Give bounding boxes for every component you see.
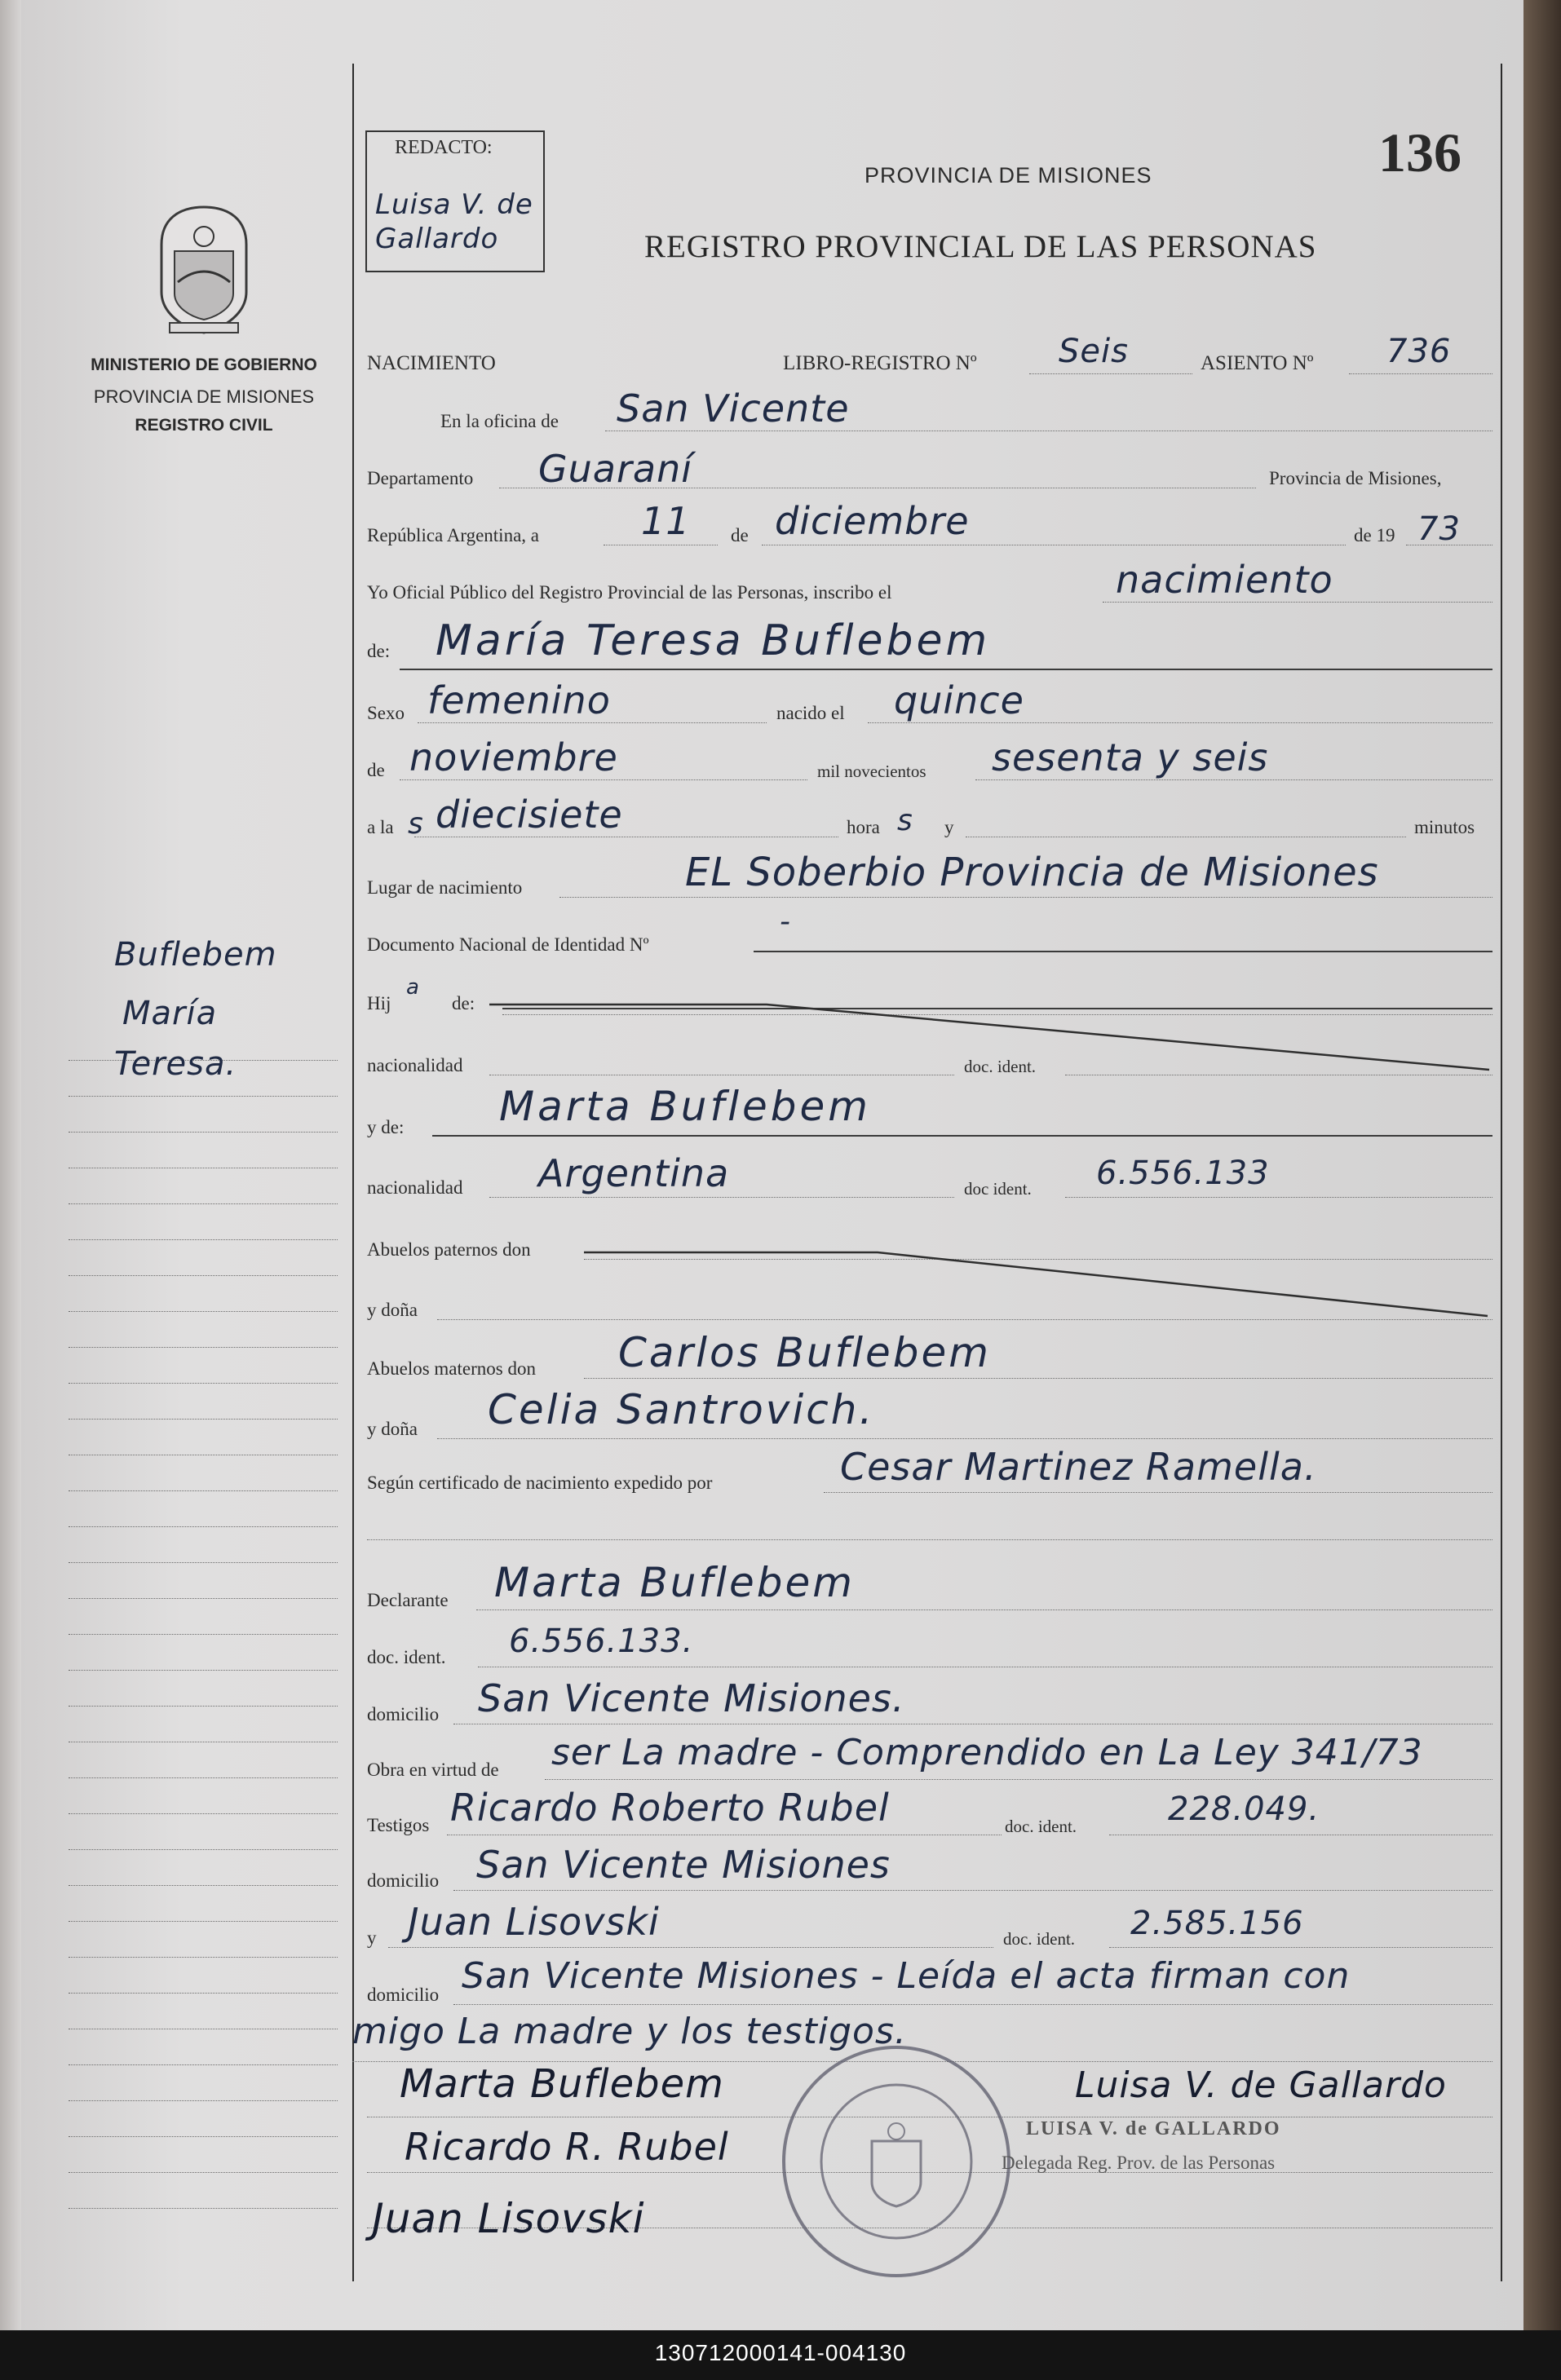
value-declarante-doc: 6.556.133. [509,1623,694,1660]
value-asiento: 736 [1386,333,1452,370]
signature-testigo2: Juan Lisovski [372,2195,645,2242]
value-mes: diciembre [775,499,970,543]
label-hij: Hij [367,993,391,1013]
label-doc-ident-padre: doc. ident. [964,1057,1037,1076]
label-sexo: Sexo [367,703,405,723]
value-madre-doc: 6.556.133 [1096,1155,1270,1192]
value-lugar: EL Soberbio Provincia de Misiones [685,850,1379,895]
value-hora-suffix: s [897,804,913,837]
label-y-dona-paterna: y doña [367,1300,418,1320]
stamp-oficial-name: LUISA V. de GALLARDO [1026,2118,1281,2139]
cancel-line-father [489,1001,1501,1083]
label-nacido-el: nacido el [776,703,845,723]
cancel-line-paternal [584,1247,1497,1329]
label-departamento: Departamento [367,468,474,488]
value-libro: Seis [1059,333,1129,370]
ministry-line-2: PROVINCIA DE MISIONES [93,386,315,407]
label-mil-novecientos: mil novecientos [817,762,926,781]
label-republica: República Argentina, a [367,525,539,545]
value-testigo1: Ricardo Roberto Rubel [450,1786,890,1830]
value-abuela-materna: Celia Santrovich. [488,1386,875,1433]
signature-testigo1: Ricardo R. Rubel [405,2125,729,2169]
label-provincia-de: Provincia de Misiones, [1269,468,1442,488]
registry-title: REGISTRO PROVINCIAL DE LAS PERSONAS [644,229,1317,264]
redacto-label: REDACTO: [395,137,493,158]
label-de-19: de 19 [1354,525,1395,545]
ministry-line-1: MINISTERIO DE GOBIERNO [91,355,317,374]
label-hora: hora [847,817,880,837]
value-madre-nacionalidad: Argentina [538,1151,730,1195]
value-anio: 73 [1417,510,1461,548]
value-obra: ser La madre - Comprendido en La Ley 341/73 [551,1732,1423,1773]
value-nacido-dia: quince [894,678,1024,722]
label-de-mes: de [731,525,749,545]
label-doc-ident-madre: doc ident. [964,1179,1032,1199]
label-lugar: Lugar de nacimiento [367,877,523,898]
value-madre: Marta Buflebem [499,1083,871,1130]
label-oficina: En la oficina de [440,411,559,431]
registry-seal [780,2043,1013,2280]
value-hora-s: s [408,807,424,841]
margin-note-name1: María [122,995,218,1032]
margin-note-name2: Teresa. [114,1045,237,1083]
value-sexo: femenino [427,678,611,722]
signature-oficial: Luisa V. de Gallardo [1075,2064,1447,2106]
value-testigo2-domicilio: San Vicente Misiones - Leída el acta firman con [462,1955,1351,1997]
label-nacionalidad: nacionalidad [367,1055,463,1075]
label-asiento: ASIENTO Nº [1201,352,1314,374]
value-dni: - [780,905,791,938]
value-abuelo-materno: Carlos Buflebem [618,1329,991,1376]
label-documento: Documento Nacional de Identidad Nº [367,934,649,955]
label-a-la: a la [367,817,394,837]
value-declarante-domicilio: San Vicente Misiones. [478,1676,905,1720]
label-yo-oficial: Yo Oficial Público del Registro Provincial de las Personas, inscribo el [367,582,892,603]
label-hij-de: de: [452,993,475,1013]
label-y-testigo2: y [367,1927,377,1948]
label-testigos: Testigos [367,1815,430,1835]
value-nombre: María Teresa Buflebem [436,616,991,665]
value-departamento: Guaraní [538,447,693,491]
label-nacimiento: NACIMIENTO [367,352,496,374]
value-acto: nacimiento [1116,558,1333,602]
value-declarante: Marta Buflebem [494,1559,855,1606]
label-libro: LIBRO-REGISTRO Nº [783,352,977,374]
label-nacionalidad-madre: nacionalidad [367,1177,463,1198]
margin-note-surname: Buflebem [114,936,277,974]
label-doc-ident-testigo2: doc. ident. [1003,1929,1076,1949]
label-y-dona-materna: y doña [367,1419,418,1439]
value-hij-suffix: a [406,975,420,1000]
value-testigo1-domicilio: San Vicente Misiones [476,1843,891,1887]
label-minutos: minutos [1414,817,1475,837]
redacto-name: Luisa V. de Gallardo [375,188,533,255]
right-margin-rule [1501,64,1502,2281]
province-title: PROVINCIA DE MISIONES [865,163,1152,188]
value-continuacion: migo La madre y los testigos. [352,2011,907,2052]
label-de-nombre: de: [367,641,391,661]
value-hora: diecisiete [436,793,623,837]
value-testigo1-doc: 228.049. [1168,1791,1320,1828]
label-obra: Obra en virtud de [367,1760,499,1780]
coat-of-arms-icon [145,202,263,336]
value-dia: 11 [641,499,691,543]
value-oficina: San Vicente [617,386,850,431]
label-declarante: Declarante [367,1590,449,1610]
binding-strip [1523,0,1561,2330]
label-domicilio-testigo2: domicilio [367,1985,440,2005]
value-nacido-mes: noviembre [409,735,618,779]
label-abuelos-maternos: Abuelos maternos don [367,1358,536,1379]
label-abuelos-paternos: Abuelos paternos don [367,1239,531,1260]
value-certificado: Cesar Martinez Ramella. [840,1445,1317,1489]
value-testigo2-doc: 2.585.156 [1130,1905,1304,1942]
label-segun: Según certificado de nacimiento expedido por [367,1473,713,1493]
value-nacido-anio: sesenta y seis [992,735,1269,779]
signature-madre: Marta Buflebem [400,2061,724,2107]
label-de-mes2: de [367,760,385,780]
label-y-de: y de: [367,1117,405,1137]
label-doc-ident-declarante: doc. ident. [367,1647,446,1667]
ministry-line-3: REGISTRO CIVIL [135,416,273,435]
value-testigo2: Juan Lisovski [408,1900,660,1944]
label-domicilio-testigo1: domicilio [367,1870,440,1891]
page-number: 136 [1378,121,1462,183]
page-edge [0,0,21,2330]
label-y-minutos: y [944,817,954,837]
document-id: 130712000141-004130 [654,2340,907,2365]
label-domicilio-declarante: domicilio [367,1704,440,1724]
stamp-oficial-title: Delegada Reg. Prov. de las Personas [1002,2153,1276,2173]
label-doc-ident-testigo1: doc. ident. [1005,1817,1077,1836]
